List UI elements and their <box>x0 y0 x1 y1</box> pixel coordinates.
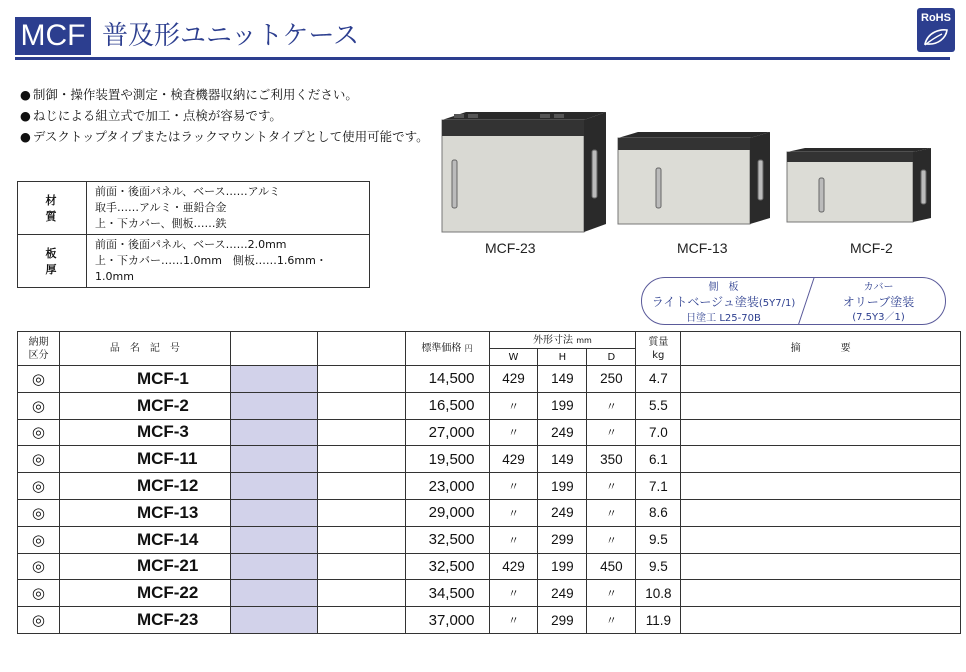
part-number: MCF-22 <box>59 580 230 607</box>
blank-cell <box>317 366 405 393</box>
price-cell: 19,500 <box>405 446 489 473</box>
table-row <box>18 526 961 553</box>
weight-cell: 9.5 <box>636 526 681 553</box>
thickness-label: 板 厚 <box>18 235 87 288</box>
photo-caption: MCF-23 <box>485 240 536 256</box>
weight-cell: 8.6 <box>636 499 681 526</box>
remarks-cell <box>681 526 961 553</box>
weight-cell: 7.0 <box>636 419 681 446</box>
blank-cell <box>230 580 317 607</box>
table-row <box>18 580 961 607</box>
dim-d-cell: 〃 <box>587 526 636 553</box>
remarks-cell <box>681 446 961 473</box>
header-remarks: 摘 要 <box>681 332 961 366</box>
dim-d-cell: 〃 <box>587 473 636 500</box>
dim-w-cell: 429 <box>489 446 538 473</box>
delivery-mark: ◎ <box>18 473 60 500</box>
remarks-cell <box>681 473 961 500</box>
dim-w-cell: 〃 <box>489 499 538 526</box>
dim-h-cell: 249 <box>538 499 587 526</box>
dim-d-cell: 〃 <box>587 580 636 607</box>
spec-table <box>17 181 370 288</box>
side-panel-color: ライトベージュ塗装 <box>651 295 759 309</box>
delivery-mark: ◎ <box>18 580 60 607</box>
part-number: MCF-12 <box>59 473 230 500</box>
feature-item: ● ねじによる組立式で加工・点検が容易です。 <box>20 105 429 126</box>
blank-cell <box>230 607 317 634</box>
page-title: 普及形ユニットケース <box>102 21 360 51</box>
blank-cell <box>230 499 317 526</box>
rohs-label: RoHS <box>921 12 951 24</box>
remarks-cell <box>681 580 961 607</box>
blank-cell <box>317 526 405 553</box>
blank-cell <box>317 580 405 607</box>
material-values <box>87 182 370 235</box>
part-number: MCF-1 <box>59 366 230 393</box>
thickness-line: 前面・後面パネル、ベース……2.0mm <box>95 238 287 251</box>
delivery-mark: ◎ <box>18 607 60 634</box>
product-table <box>17 331 961 634</box>
header-d: D <box>587 349 636 366</box>
rohs-badge <box>917 8 955 52</box>
weight-cell: 5.5 <box>636 392 681 419</box>
cover-label: カバー <box>863 282 894 293</box>
table-row <box>18 366 961 393</box>
header-blank-2 <box>317 332 405 366</box>
remarks-cell <box>681 366 961 393</box>
feature-item: ● デスクトップタイプまたはラックマウントタイプとして使用可能です。 <box>20 126 429 147</box>
part-number: MCF-21 <box>59 553 230 580</box>
table-row <box>18 392 961 419</box>
header-w: W <box>489 349 538 366</box>
blank-cell <box>317 473 405 500</box>
dim-w-cell: 〃 <box>489 526 538 553</box>
feature-item: ● 制御・操作装置や測定・検査機器収納にご利用ください。 <box>20 84 429 105</box>
price-cell: 32,500 <box>405 526 489 553</box>
product-photo-mcf-23 <box>440 110 608 236</box>
table-row <box>18 499 961 526</box>
table-row <box>18 553 961 580</box>
blank-cell <box>317 392 405 419</box>
side-panel-label: 側 板 <box>708 282 739 293</box>
product-photo-mcf-13 <box>616 130 772 228</box>
side-panel-paint-ref: 日塗工 L25-70B <box>686 313 761 324</box>
material-line: 前面・後面パネル、ベース……アルミ <box>95 185 281 198</box>
table-row <box>18 446 961 473</box>
photo-caption: MCF-2 <box>850 240 893 256</box>
delivery-mark: ◎ <box>18 446 60 473</box>
remarks-cell <box>681 499 961 526</box>
delivery-mark: ◎ <box>18 366 60 393</box>
cover-color: オリーブ塗装 <box>842 295 915 309</box>
table-row <box>18 473 961 500</box>
weight-cell: 4.7 <box>636 366 681 393</box>
blank-cell <box>230 392 317 419</box>
blank-cell <box>230 366 317 393</box>
thickness-line: 上・下カバー……1.0mm 側板……1.6mm・1.0mm <box>95 254 327 283</box>
dim-h-cell: 249 <box>538 580 587 607</box>
blank-cell <box>317 446 405 473</box>
dim-d-cell: 350 <box>587 446 636 473</box>
dim-w-cell: 〃 <box>489 580 538 607</box>
weight-cell: 11.9 <box>636 607 681 634</box>
part-number: MCF-13 <box>59 499 230 526</box>
price-cell: 29,000 <box>405 499 489 526</box>
material-line: 上・下カバー、側板……鉄 <box>95 217 227 230</box>
header-h: H <box>538 349 587 366</box>
price-cell: 23,000 <box>405 473 489 500</box>
dim-d-cell: 250 <box>587 366 636 393</box>
weight-cell: 6.1 <box>636 446 681 473</box>
product-photo-mcf-2 <box>785 146 933 226</box>
header-part-no: 品 名 記 号 <box>59 332 230 366</box>
dim-h-cell: 299 <box>538 607 587 634</box>
header-price: 標準価格 円 <box>405 332 489 366</box>
table-row <box>18 419 961 446</box>
dim-h-cell: 199 <box>538 392 587 419</box>
delivery-mark: ◎ <box>18 392 60 419</box>
remarks-cell <box>681 419 961 446</box>
delivery-mark: ◎ <box>18 419 60 446</box>
side-panel-code: (5Y7/1) <box>758 298 796 309</box>
blank-cell <box>230 473 317 500</box>
blank-cell <box>317 419 405 446</box>
dim-h-cell: 199 <box>538 553 587 580</box>
material-line: 取手……アルミ・亜鉛合金 <box>95 201 227 214</box>
side-panel-finish <box>642 278 805 325</box>
part-number: MCF-11 <box>59 446 230 473</box>
price-cell: 16,500 <box>405 392 489 419</box>
dim-w-cell: 〃 <box>489 419 538 446</box>
remarks-cell <box>681 392 961 419</box>
header-divider <box>15 57 950 60</box>
header-weight: 質量 kg <box>636 332 681 366</box>
cover-finish <box>810 278 946 325</box>
part-number: MCF-3 <box>59 419 230 446</box>
dim-d-cell: 〃 <box>587 419 636 446</box>
header-blank-1 <box>230 332 317 366</box>
dim-h-cell: 299 <box>538 526 587 553</box>
blank-cell <box>317 553 405 580</box>
header-dimensions: 外形寸法 mm <box>489 332 636 349</box>
weight-cell: 7.1 <box>636 473 681 500</box>
dim-d-cell: 〃 <box>587 607 636 634</box>
dim-w-cell: 429 <box>489 366 538 393</box>
cover-code: (7.5Y3／1) <box>852 312 905 323</box>
dim-w-cell: 429 <box>489 553 538 580</box>
remarks-cell <box>681 607 961 634</box>
price-cell: 32,500 <box>405 553 489 580</box>
dim-w-cell: 〃 <box>489 607 538 634</box>
delivery-mark: ◎ <box>18 553 60 580</box>
photo-caption: MCF-13 <box>677 240 728 256</box>
blank-cell <box>317 607 405 634</box>
series-code-badge: MCF <box>15 17 91 55</box>
dim-h-cell: 149 <box>538 446 587 473</box>
price-cell: 14,500 <box>405 366 489 393</box>
delivery-mark: ◎ <box>18 499 60 526</box>
blank-cell <box>317 499 405 526</box>
part-number: MCF-14 <box>59 526 230 553</box>
dim-w-cell: 〃 <box>489 473 538 500</box>
blank-cell <box>230 553 317 580</box>
dim-w-cell: 〃 <box>489 392 538 419</box>
weight-cell: 10.8 <box>636 580 681 607</box>
remarks-cell <box>681 553 961 580</box>
dim-h-cell: 249 <box>538 419 587 446</box>
price-cell: 34,500 <box>405 580 489 607</box>
blank-cell <box>230 526 317 553</box>
dim-h-cell: 199 <box>538 473 587 500</box>
dim-h-cell: 149 <box>538 366 587 393</box>
price-cell: 37,000 <box>405 607 489 634</box>
finish-color-info <box>641 277 946 325</box>
part-number: MCF-23 <box>59 607 230 634</box>
table-row <box>18 607 961 634</box>
leaf-icon <box>922 26 950 48</box>
weight-cell: 9.5 <box>636 553 681 580</box>
delivery-mark: ◎ <box>18 526 60 553</box>
blank-cell <box>230 446 317 473</box>
header-delivery: 納期 区分 <box>18 332 60 366</box>
dim-d-cell: 〃 <box>587 392 636 419</box>
part-number: MCF-2 <box>59 392 230 419</box>
blank-cell <box>230 419 317 446</box>
dim-d-cell: 〃 <box>587 499 636 526</box>
feature-list <box>20 84 429 147</box>
material-label: 材 質 <box>18 182 87 235</box>
dim-d-cell: 450 <box>587 553 636 580</box>
price-cell: 27,000 <box>405 419 489 446</box>
thickness-values <box>87 235 370 288</box>
